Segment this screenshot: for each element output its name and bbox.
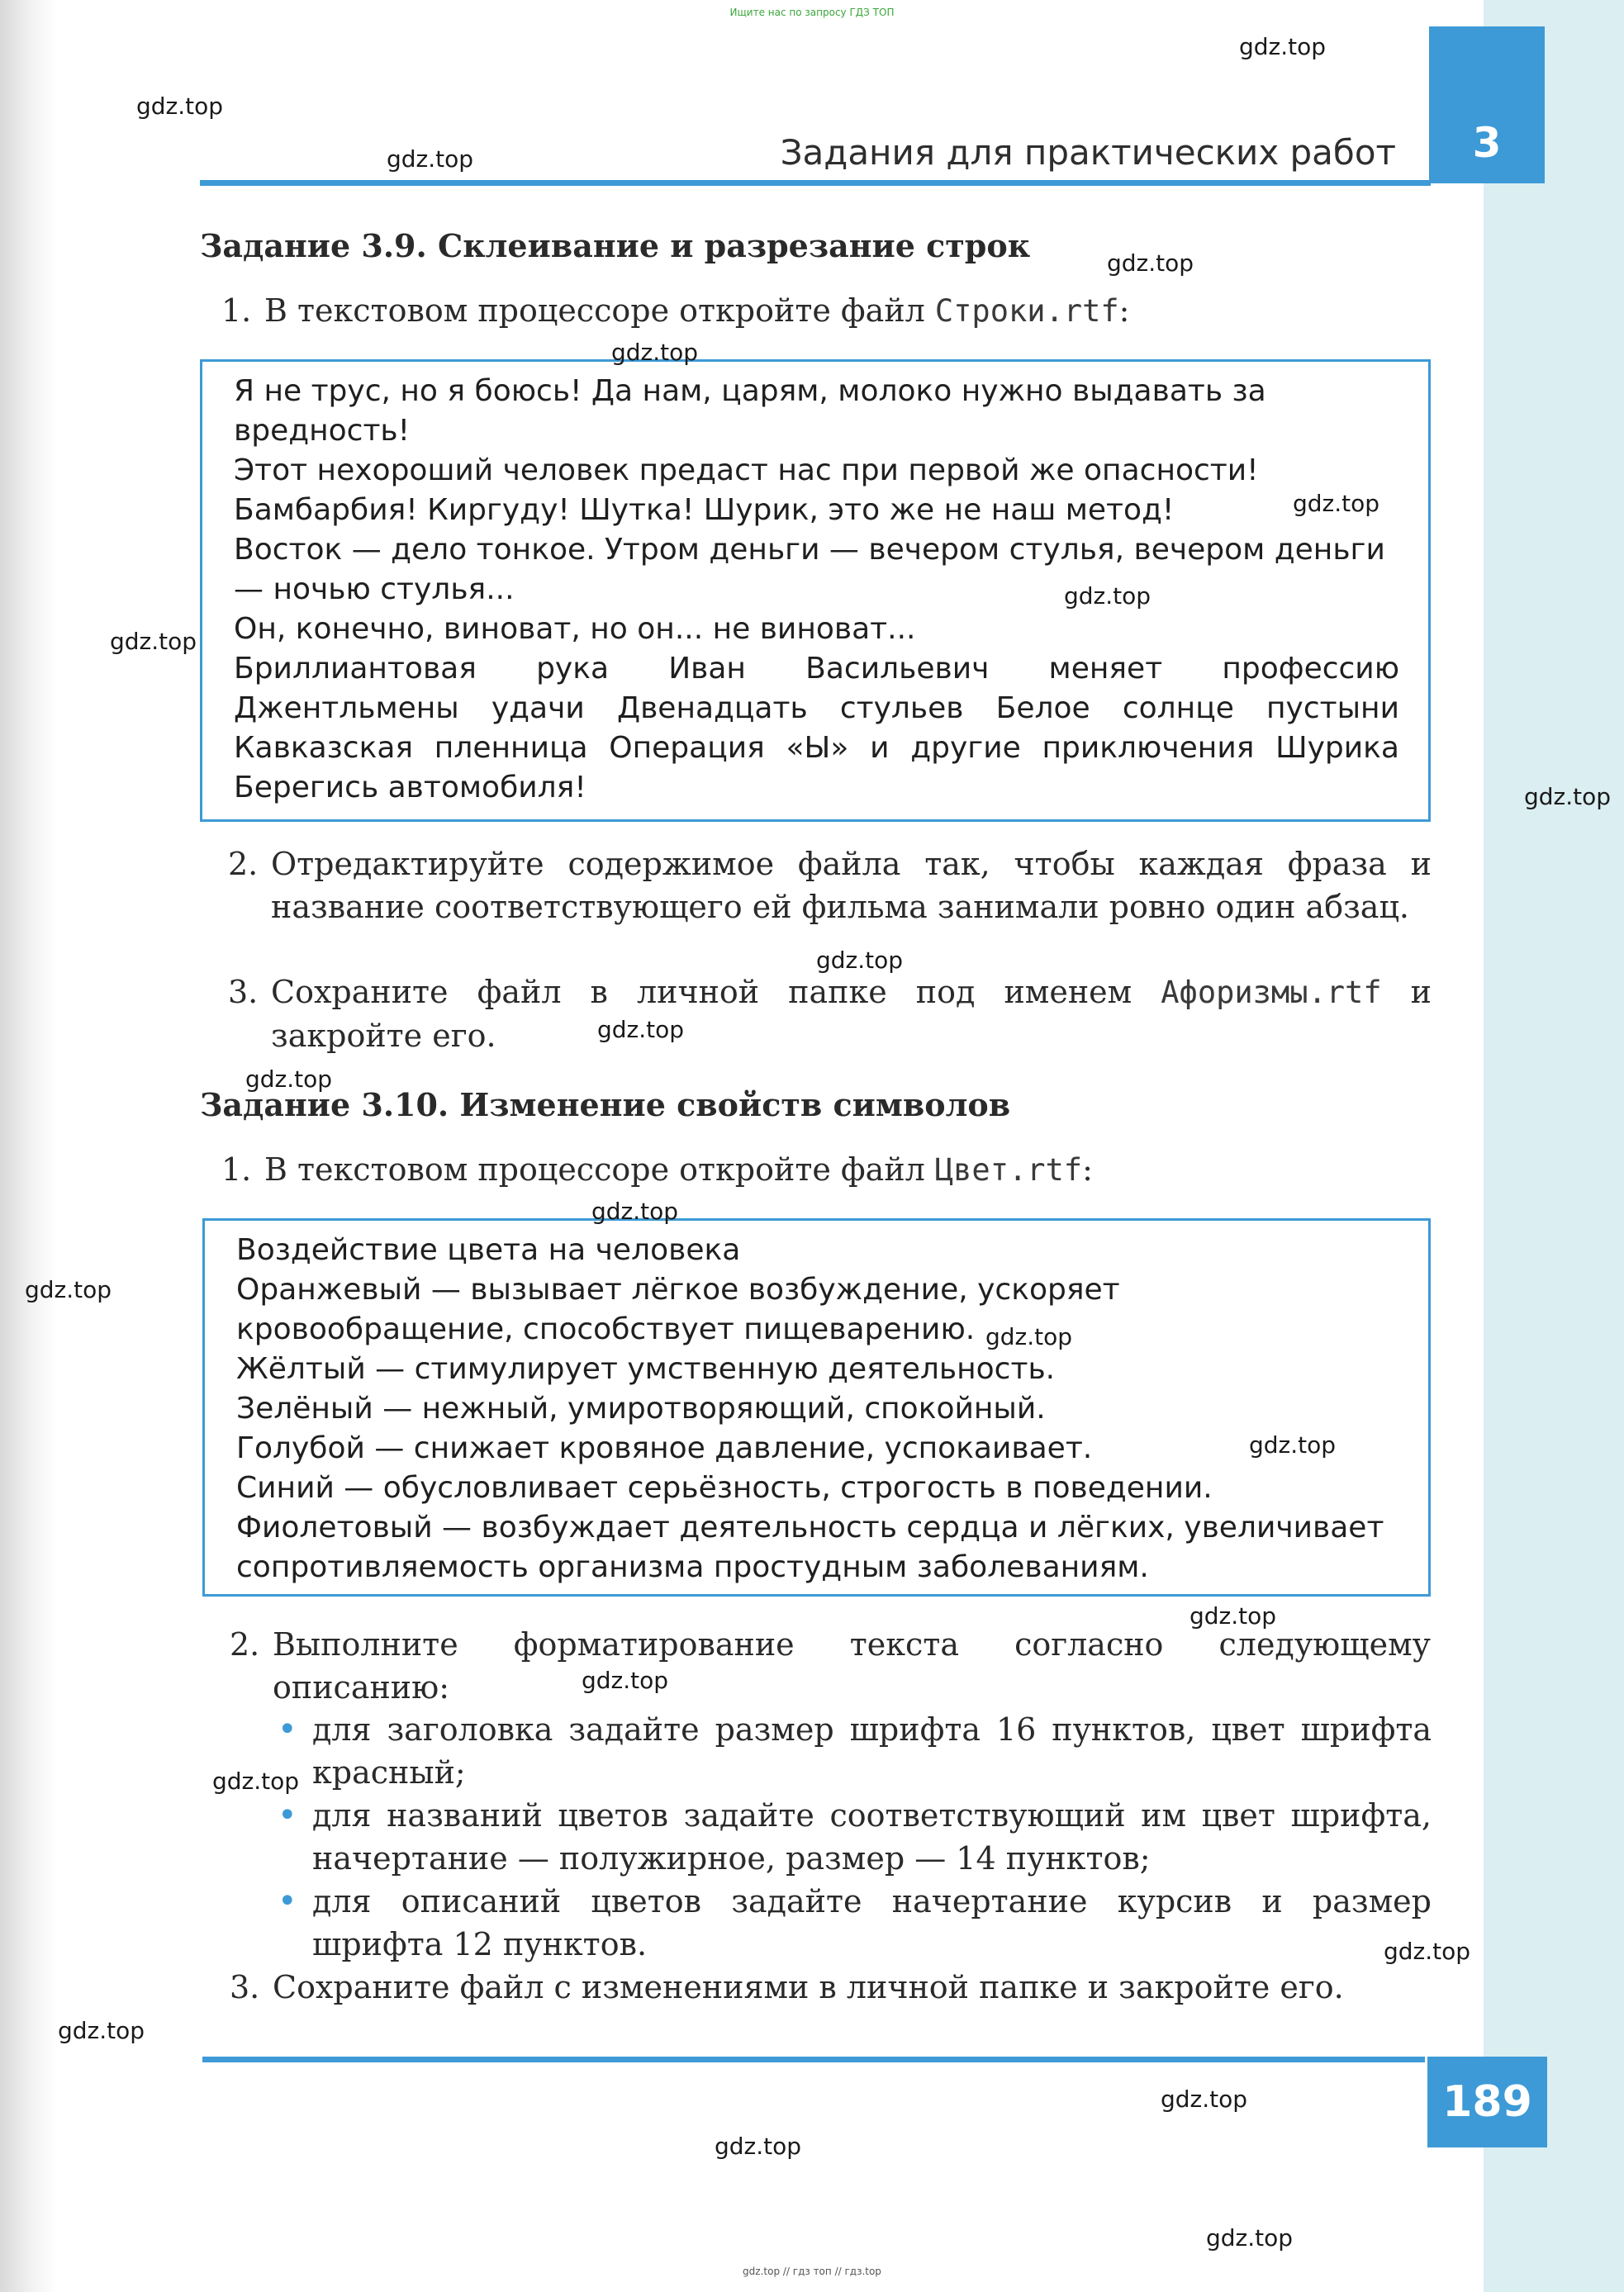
watermark: gdz.top	[212, 1768, 300, 1795]
watermark: gdz.top	[387, 145, 474, 173]
watermark: gdz.top	[611, 339, 699, 366]
box-line: Я не трус, но я боюсь! Да нам, царям, молоко нужно выдавать за вредность!	[234, 374, 1266, 448]
box-line: Этот нехороший человек предаст нас при первой же опасности!	[234, 453, 1259, 487]
box-line: Зелёный — нежный, умиротворяющий, спокойный.	[236, 1392, 1046, 1426]
task-3-10-title: Задание 3.10. Изменение свойств символов	[200, 1086, 1011, 1123]
bullet-dot-icon: •	[278, 1711, 297, 1749]
watermark: gdz.top	[1161, 2086, 1248, 2113]
step-tail: :	[1082, 1151, 1093, 1188]
bullet-item	[278, 1794, 1432, 1880]
watermark: gdz.top	[816, 947, 904, 974]
task-3-9-title: Задание 3.9. Склеивание и разрезание строк	[200, 227, 1031, 264]
watermark: gdz.top	[582, 1667, 669, 1694]
top-promo-text: Ищите нас по запросу ГДЗ ТОП	[729, 7, 895, 18]
watermark: gdz.top	[245, 1065, 333, 1093]
step-tail: :	[1118, 292, 1130, 329]
box-line: Фиолетовый — возбуждает деятельность сердца и лёгких, увеличивает сопротивляемость организма простудным заболеваниям.	[236, 1511, 1384, 1584]
box-line: Восток — дело тонкое. Утром деньги — вечером стулья, вечером деньги — ночью стулья...	[234, 533, 1385, 606]
task-3-10-sample-text-box	[202, 1218, 1431, 1597]
watermark: gdz.top	[1293, 490, 1380, 517]
watermark: gdz.top	[985, 1323, 1073, 1350]
step-text: В текстовом процессоре откройте файл	[264, 1151, 935, 1188]
watermark: gdz.top	[58, 2017, 145, 2044]
step-number: 2.	[228, 846, 259, 882]
step-number: 1.	[221, 1151, 252, 1188]
watermark: gdz.top	[1249, 1431, 1337, 1459]
step-number: 3.	[230, 1969, 260, 2005]
watermark: gdz.top	[1524, 783, 1612, 810]
box-line: Он, конечно, виноват, но он... не виноват...	[234, 612, 916, 646]
chapter-number-tab: 3	[1429, 26, 1545, 183]
bullet-dot-icon: •	[278, 1796, 297, 1834]
file-name: Афоризмы.rtf	[1161, 975, 1382, 1010]
bullet-text: для заголовка задайте размер шрифта 16 пунктов, цвет шрифта красный;	[312, 1711, 1432, 1791]
chapter-title: Задания для практических работ	[780, 132, 1396, 173]
task-3-9-sample-text-box	[200, 359, 1431, 822]
box-line: Оранжевый — вызывает лёгкое возбуждение, ускоряет кровообращение, способствует пищеварению.	[236, 1273, 1120, 1346]
header-rule	[200, 180, 1431, 186]
task-3-10-step-2	[230, 1623, 1431, 1709]
task-3-9-step-1	[221, 289, 1429, 333]
box-line: Воздействие цвета на человека	[236, 1233, 741, 1267]
step-text: В текстовом процессоре откройте файл	[264, 292, 935, 329]
bullet-text: для описаний цветов задайте начертание курсив и размер шрифта 12 пунктов.	[312, 1883, 1432, 1962]
file-name: Строки.rtf	[934, 293, 1119, 329]
task-3-9-step-3	[228, 970, 1432, 1057]
file-name: Цвет.rtf	[934, 1152, 1083, 1188]
watermark: gdz.top	[1190, 1602, 1277, 1630]
box-line: Берегись автомобиля!	[234, 771, 586, 804]
step-number: 3.	[228, 974, 259, 1010]
watermark: gdz.top	[597, 1016, 685, 1043]
watermark: gdz.top	[591, 1198, 679, 1225]
box-line: Жёлтый — стимулирует умственную деятельность.	[236, 1352, 1056, 1386]
step-text: Отредактируйте содержимое файла так, чтобы каждая фраза и название соответствующего ей фильма занимали ровно один абзац.	[271, 846, 1432, 925]
step-tail: и закройте его.	[271, 974, 1432, 1054]
watermark: gdz.top	[136, 93, 224, 120]
watermark: gdz.top	[110, 628, 197, 655]
watermark: gdz.top	[715, 2133, 802, 2160]
bullet-item	[278, 1708, 1432, 1794]
watermark: gdz.top	[1239, 33, 1327, 60]
footer-rule	[202, 2057, 1425, 2062]
bottom-promo-text: gdz.top // гдз топ // гдз.top	[743, 2266, 881, 2277]
box-line: Синий — обусловливает серьёзность, строгость в поведении.	[236, 1471, 1213, 1505]
bullet-text: для названий цветов задайте соответствующий им цвет шрифта, начертание — полужирное, размер — 14 пунктов;	[312, 1797, 1432, 1877]
box-line: Джентльмены удачи Двенадцать стульев Белое солнце пустыни	[234, 691, 1399, 725]
task-3-10-step-1	[221, 1148, 1429, 1192]
bullet-dot-icon: •	[278, 1882, 297, 1920]
page-edge-shadow	[0, 0, 58, 2292]
watermark: gdz.top	[25, 1276, 112, 1303]
page-side-band	[1484, 0, 1624, 2292]
box-line: Голубой — снижает кровяное давление, успокаивает.	[236, 1431, 1093, 1465]
task-3-9-step-2	[228, 842, 1432, 928]
watermark: gdz.top	[1064, 582, 1152, 610]
watermark: gdz.top	[1384, 1938, 1471, 1965]
step-text: Выполните форматирование текста согласно следующему описанию:	[273, 1626, 1431, 1706]
step-text: Сохраните файл с изменениями в личной папке и закройте его.	[273, 1969, 1344, 2005]
box-line: Бриллиантовая рука Иван Васильевич меняет профессию	[234, 652, 1399, 686]
step-number: 1.	[221, 292, 252, 329]
step-number: 2.	[230, 1626, 260, 1663]
box-line: Кавказская пленница Операция «Ы» и другие приключения Шурика	[234, 731, 1399, 765]
box-line: Бамбарбия! Киргуду! Шутка! Шурик, это же не наш метод!	[234, 493, 1175, 527]
task-3-10-step-3	[230, 1966, 1446, 2009]
step-text: Сохраните файл в личной папке под именем	[271, 974, 1161, 1010]
bullet-item	[278, 1880, 1432, 1966]
page-number: 189	[1427, 2057, 1547, 2147]
watermark: gdz.top	[1206, 2224, 1294, 2252]
watermark: gdz.top	[1107, 249, 1194, 277]
